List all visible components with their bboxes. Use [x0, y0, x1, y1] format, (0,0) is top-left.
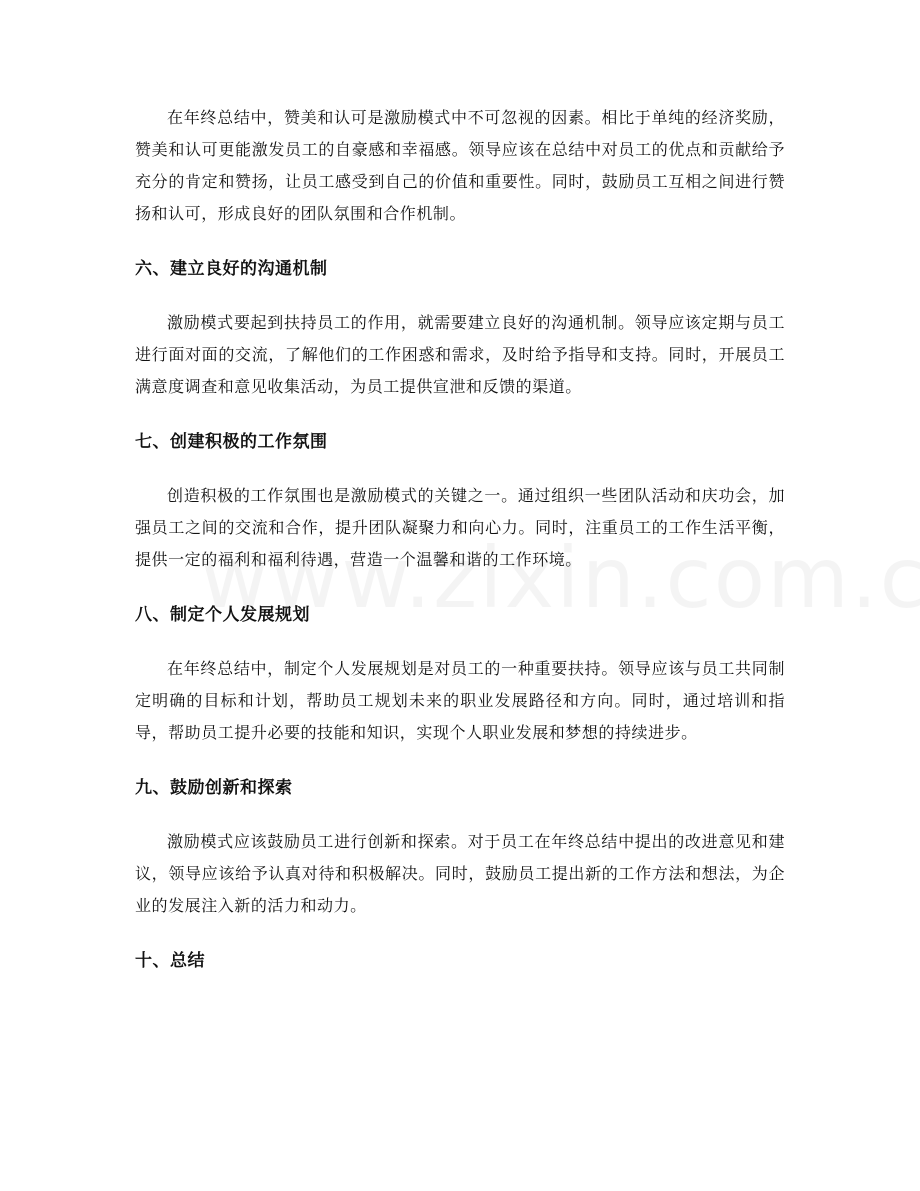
- paragraph-section-9: 激励模式应该鼓励员工进行创新和探索。对于员工在年终总结中提出的改进意见和建议，领导应该给予认真对待和积极解决。同时，鼓励员工提出新的工作方法和想法，为企业的发展注入新的活力和动力。: [135, 832, 785, 915]
- heading-section-7: 七、创建积极的工作氛围: [135, 432, 328, 452]
- heading-section-6: 六、建立良好的沟通机制: [135, 259, 328, 279]
- document-body: [135, 102, 785, 977]
- heading-section-9: 九、鼓励创新和探索: [135, 778, 293, 798]
- paragraph-section-6: 激励模式要起到扶持员工的作用，就需要建立良好的沟通机制。领导应该定期与员工进行面对面的交流，了解他们的工作困惑和需求，及时给予指导和支持。同时，开展员工满意度调查和意见收集活动，为员工提供宣泄和反馈的渠道。: [135, 313, 785, 396]
- paragraph-section-7: 创造积极的工作氛围也是激励模式的关键之一。通过组织一些团队活动和庆功会，加强员工之间的交流和合作，提升团队凝聚力和向心力。同时，注重员工的工作生活平衡，提供一定的福利和福利待遇，营造一个温馨和谐的工作环境。: [135, 486, 785, 569]
- heading-section-10: 十、总结: [135, 951, 205, 971]
- paragraph-section-8: 在年终总结中，制定个人发展规划是对员工的一种重要扶持。领导应该与员工共同制定明确的目标和计划，帮助员工规划未来的职业发展路径和方向。同时，通过培训和指导，帮助员工提升必要的技能和知识，实现个人职业发展和梦想的持续进步。: [135, 659, 785, 742]
- paragraph-praise-recognition: 在年终总结中，赞美和认可是激励模式中不可忽视的因素。相比于单纯的经济奖励，赞美和认可更能激发员工的自豪感和幸福感。领导应该在总结中对员工的优点和贡献给予充分的肯定和赞扬，让员工感受到自己的价值和重要性。同时，鼓励员工互相之间进行赞扬和认可，形成良好的团队氛围和合作机制。: [135, 108, 785, 223]
- heading-section-8: 八、制定个人发展规划: [135, 605, 310, 625]
